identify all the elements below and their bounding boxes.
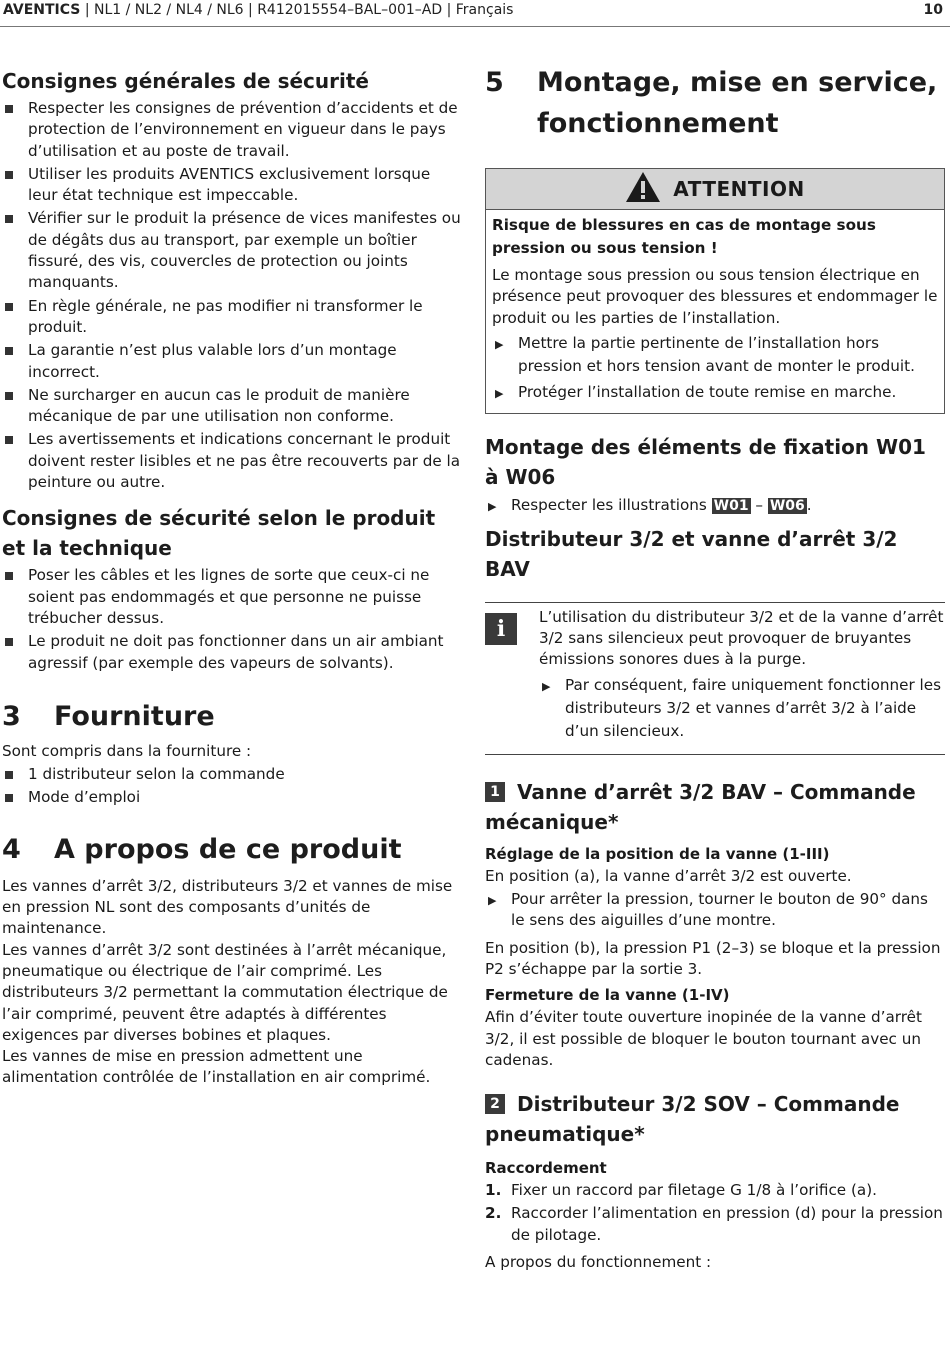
figure-ref-badge: W06 (769, 497, 805, 514)
section-number: 5 (485, 67, 504, 98)
header-brand: AVENTICS (3, 2, 81, 18)
triangle-bullet-icon: ▶ (488, 499, 497, 513)
section-number: 4 (2, 833, 21, 865)
bav-paragraph: Afin d’éviter toute ouverture inopinée de la vanne d’arrêt 3/2, il est possible de bloquer le bouton tournant avec un cadenas. (485, 1008, 922, 1069)
attention-risk: Risque de blessures en cas de montage sous pression ou sous tension ! (492, 216, 876, 257)
list-item: 1 distributeur selon la commande (2, 764, 462, 785)
figure-ref-badge: W01 (713, 497, 749, 514)
info-text: L’utilisation du distributeur 3/2 et de la vanne d’arrêt 3/2 sans silencieux peut provoquer de bruyantes émissions sonores dues à la purge. (539, 607, 944, 669)
triangle-bullet-icon: ▶ (495, 337, 504, 351)
triangle-bullet-icon: ▶ (488, 894, 497, 908)
square-bullet-icon (5, 215, 13, 223)
attention-text: Le montage sous pression ou sous tension électrique en présence peut provoquer des blessures et endommager le produit ou les parties de l’installation. (492, 266, 938, 327)
list-item: Les avertissements et indications concernant le produit doivent rester lisibles et ne pas être recouverts par de la peinture ou autre. (2, 429, 462, 493)
general-safety-heading: Consignes générales de sécurité (2, 69, 369, 93)
section-5-heading (485, 62, 945, 144)
attention-body (486, 210, 944, 413)
distributor-heading: Distributeur 3/2 et vanne d’arrêt 3/2 BAV (485, 526, 898, 581)
sov-title: Distributeur 3/2 SOV – Commande pneumatique* (485, 1092, 900, 1147)
number-badge: 1 (485, 782, 505, 802)
section-title: A propos de ce produit (54, 833, 402, 865)
section-title: Fourniture (54, 700, 215, 732)
sov-paragraph: A propos du fonctionnement : (485, 1253, 712, 1272)
bav-title: Vanne d’arrêt 3/2 BAV – Commande mécanique* (485, 779, 916, 834)
mounting-list (485, 494, 945, 518)
list-item: Ne surcharger en aucun cas le produit de manière mécanique de par une utilisation non conforme. (2, 385, 462, 428)
square-bullet-icon (5, 105, 13, 113)
product-paragraph: Les vannes d’arrêt 3/2 sont destinées à l’arrêt mécanique, pneumatique ou électrique de l’air comprimé. Les distributeurs 3/2 permettant la commutation électrique de l’air comprimé, peuvent être adaptés à différentes exigences par diverses bobines et plaques. (2, 940, 448, 1044)
list-item: En règle générale, ne pas modifier ni transformer le produit. (2, 296, 462, 339)
list-item: Utiliser les produits AVENTICS exclusivement lorsque leur état technique est impeccable. (2, 164, 462, 207)
section-title: Montage, mise en service, fonctionnement (537, 67, 938, 139)
triangle-bullet-icon: ▶ (542, 679, 551, 693)
product-safety-list (2, 565, 462, 673)
page-header (3, 0, 943, 20)
sov-heading (485, 1089, 945, 1149)
right-column (485, 62, 945, 1273)
square-bullet-icon (5, 794, 13, 802)
sov-subheading: Raccordement (485, 1159, 607, 1178)
bav-heading (485, 777, 945, 837)
number-badge: 2 (485, 1094, 505, 1114)
square-bullet-icon (5, 303, 13, 311)
square-bullet-icon (5, 171, 13, 179)
header-doc-info: | NL1 / NL2 / NL4 / NL6 | R412015554–BAL–001–AD | Français (80, 2, 514, 18)
section-3-heading (2, 696, 462, 737)
page-number: 10 (923, 2, 943, 18)
sov-steps (485, 1180, 945, 1246)
delivery-list (2, 764, 462, 809)
mounting-heading: Montage des éléments de fixation W01 à W06 (485, 434, 926, 489)
list-item: La garantie n’est plus valable lors d’un montage incorrect. (2, 340, 462, 383)
section-number: 3 (2, 700, 21, 732)
triangle-bullet-icon: ▶ (495, 386, 504, 400)
list-item: 1. Fixer un raccord par filetage G 1/8 à l’orifice (a). (485, 1181, 877, 1200)
bav-actions (485, 889, 945, 932)
warning-triangle-icon (625, 171, 661, 207)
square-bullet-icon (5, 436, 13, 444)
bav-paragraph: En position (a), la vanne d’arrêt 3/2 est ouverte. (485, 866, 852, 885)
attention-header (486, 169, 944, 210)
product-safety-heading: Consignes de sécurité selon le produit et la technique (2, 506, 436, 561)
list-item: 2. Raccorder l’alimentation en pression (d) pour la pression de pilotage. (485, 1204, 943, 1244)
left-column (2, 62, 462, 1089)
bav-paragraph: En position (b), la pression P1 (2–3) se bloque et la pression P2 s’échappe par la sortie 3. (485, 938, 941, 978)
bav-subheading: Fermeture de la vanne (1-IV) (485, 986, 730, 1005)
square-bullet-icon (5, 638, 13, 646)
list-item: ▶ Respecter les illustrations W01 – W06 . (485, 494, 945, 518)
product-paragraph: Les vannes de mise en pression admettent une alimentation contrôlée de l’installation en air comprimé. (2, 1047, 431, 1087)
info-box (485, 602, 945, 755)
general-safety-list (2, 98, 462, 493)
section-4-heading (2, 829, 462, 870)
attention-box (485, 168, 945, 414)
attention-label: ATTENTION (673, 177, 805, 201)
list-item: Vérifier sur le produit la présence de vices manifestes ou de dégâts dus au transport, par exemple un boîtier fissuré, des vis, couvercles de protection ou joints manquants. (2, 208, 462, 293)
list-item: Poser les câbles et les lignes de sorte que ceux-ci ne soient pas endommagés et que personne ne puisse trébucher dessus. (2, 565, 462, 629)
square-bullet-icon (5, 392, 13, 400)
bav-subheading: Réglage de la position de la vanne (1-III) (485, 844, 830, 863)
info-content (539, 607, 945, 743)
info-icon: i (485, 613, 517, 645)
list-item: ▶ Pour arrêter la pression, tourner le bouton de 90° dans le sens des aiguilles d’une montre. (488, 890, 928, 930)
attention-actions (492, 332, 938, 404)
delivery-intro: Sont compris dans la fourniture : (2, 741, 252, 760)
list-item: Respecter les consignes de prévention d’accidents et de protection de l’environnement en vigueur dans le pays d’utilisation et au poste de travail. (2, 98, 462, 162)
list-item: Le produit ne doit pas fonctionner dans un air ambiant agressif (par exemple des vapeurs de solvants). (2, 631, 462, 674)
product-paragraph: Les vannes d’arrêt 3/2, distributeurs 3/2 et vannes de mise en pression NL sont des composants d’unités de maintenance. (2, 876, 453, 938)
header-divider (0, 26, 950, 27)
list-item: ▶ Mettre la partie pertinente de l’installation hors pression et hors tension avant de monter le produit. (495, 333, 915, 375)
info-actions (539, 674, 945, 743)
square-bullet-icon (5, 347, 13, 355)
list-item: Mode d’emploi (2, 787, 462, 808)
square-bullet-icon (5, 771, 13, 779)
list-item: ▶ Protéger l’installation de toute remise en marche. (492, 381, 938, 404)
list-item: ▶ Par conséquent, faire uniquement fonctionner les distributeurs 3/2 et vannes d’arrêt 3/2 à l’aide d’un silencieux. (542, 675, 942, 740)
square-bullet-icon (5, 572, 13, 580)
